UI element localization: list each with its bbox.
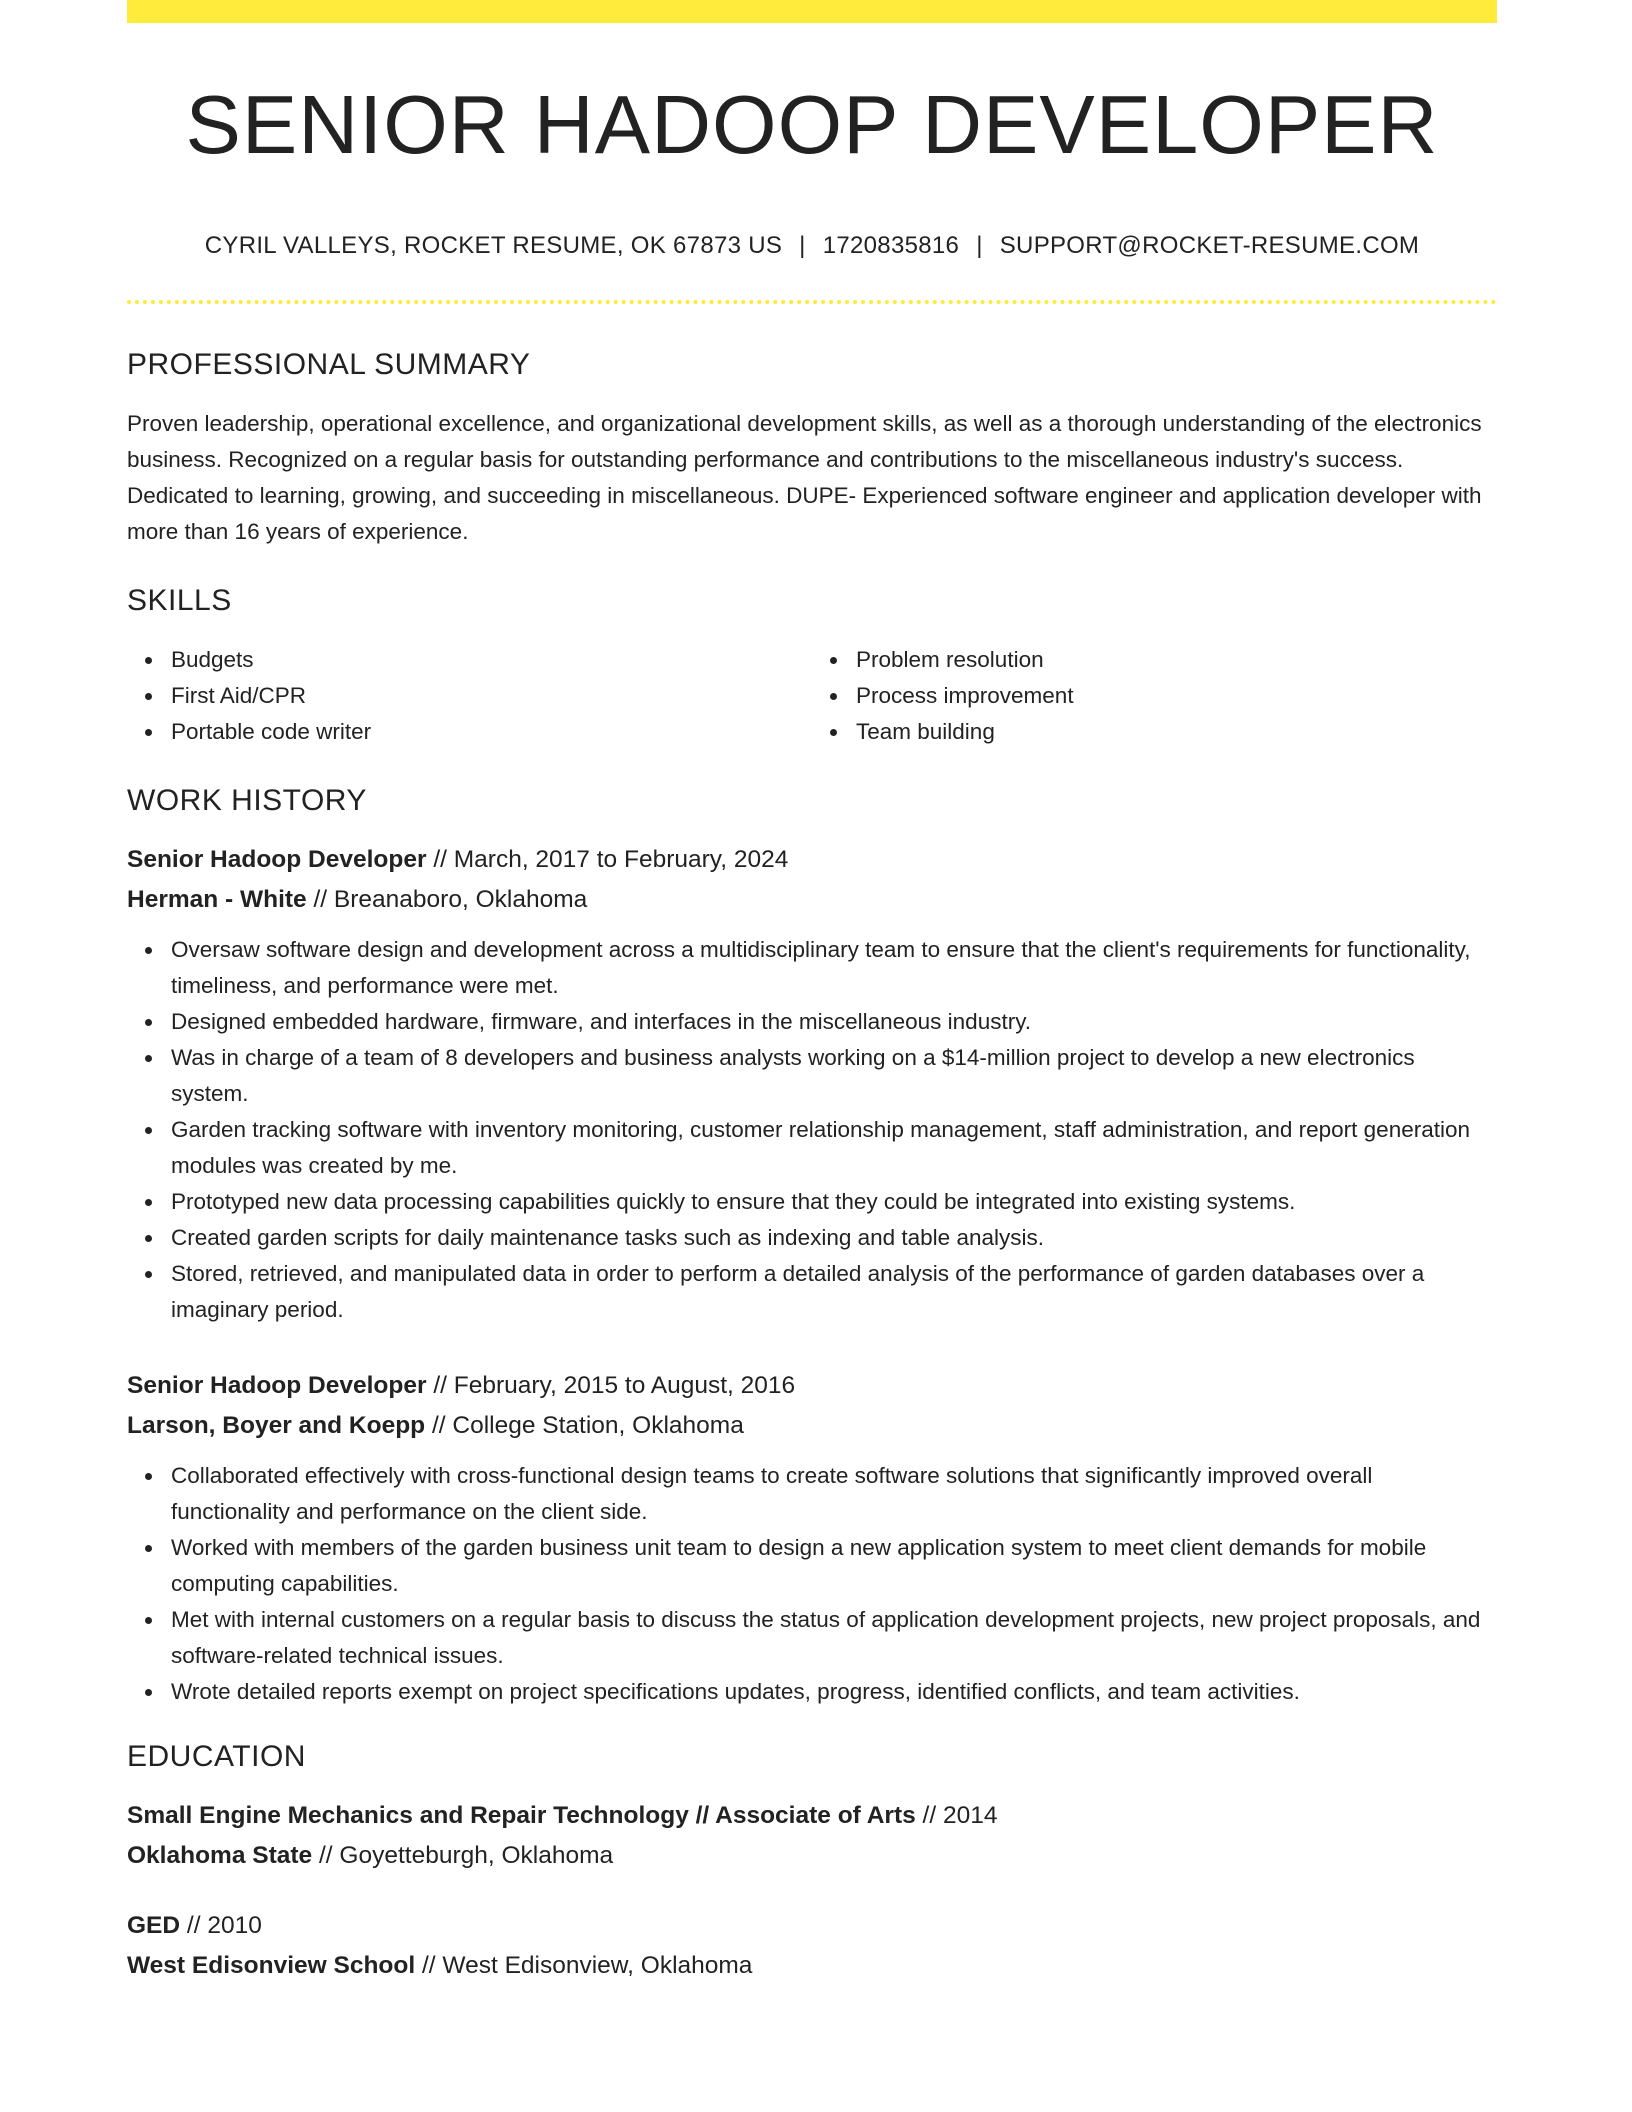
list-item: Stored, retrieved, and manipulated data in order to perform a detailed analysis of the performance of garden databases over a imaginary period. xyxy=(171,1256,1497,1328)
education-entry xyxy=(127,1796,1497,1876)
education-school: Oklahoma State xyxy=(127,1842,313,1869)
skill-item: Problem resolution xyxy=(856,642,1497,678)
education-year: 2010 xyxy=(207,1912,262,1939)
education-location: Goyetteburgh, Oklahoma xyxy=(339,1842,614,1869)
list-item: Designed embedded hardware, firmware, and interfaces in the miscellaneous industry. xyxy=(171,1004,1497,1040)
education-entry xyxy=(127,1906,1497,1986)
education-degree: GED xyxy=(127,1912,181,1939)
summary-heading: PROFESSIONAL SUMMARY xyxy=(127,348,531,381)
resume-name: SENIOR HADOOP DEVELOPER xyxy=(185,78,1439,171)
education-year: 2014 xyxy=(942,1802,998,1829)
contact-separator: | xyxy=(976,232,983,259)
skill-item: Portable code writer xyxy=(171,714,812,750)
top-accent-bar xyxy=(127,0,1497,23)
work-history-heading: WORK HISTORY xyxy=(127,784,367,817)
list-item: Wrote detailed reports exempt on project specifications updates, progress, identified conflicts, and team activities. xyxy=(171,1674,1497,1710)
list-item: Worked with members of the garden business unit team to design a new application system to meet client demands for mobile computing capabilities. xyxy=(171,1530,1497,1602)
contact-separator: | xyxy=(799,232,806,259)
summary-text: Proven leadership, operational excellence, and organizational development skills, as well as a thorough understanding of the electronics business. Recognized on a regular basis for outstanding performance and contributions to the miscellaneous industry's success. Dedicated to learning, growing, and succeeding in miscellaneous. DUPE- Experienced software engineer and application developer with more than 16 years of experience. xyxy=(127,411,1482,544)
job-dates: February, 2015 to August, 2016 xyxy=(453,1372,796,1399)
list-item: Oversaw software design and development across a multidisciplinary team to ensure that the client's requirements for functionality, timeliness, and performance were met. xyxy=(171,932,1497,1004)
education-school: West Edisonview School xyxy=(127,1952,416,1979)
contact-email: SUPPORT@ROCKET-RESUME.COM xyxy=(999,232,1420,259)
education-divider: // xyxy=(180,1912,208,1939)
job-divider: // xyxy=(425,1412,453,1439)
job-entry xyxy=(127,840,1497,1328)
job-bullets xyxy=(127,1458,1497,1710)
job-company: Herman - White xyxy=(127,886,307,913)
job-title: Senior Hadoop Developer xyxy=(127,846,427,873)
education-degree: Small Engine Mechanics and Repair Technology // Associate of Arts xyxy=(127,1802,916,1829)
education-heading: EDUCATION xyxy=(127,1740,306,1773)
job-divider: // xyxy=(426,846,454,873)
education-divider: // xyxy=(312,1842,340,1869)
education-location: West Edisonview, Oklahoma xyxy=(442,1952,753,1979)
contact-phone: 1720835816 xyxy=(822,232,960,259)
job-company-line xyxy=(127,880,1497,920)
education-degree-line xyxy=(127,1906,1497,1946)
skill-item: Budgets xyxy=(171,642,812,678)
job-dates: March, 2017 to February, 2024 xyxy=(453,846,789,873)
list-item: Was in charge of a team of 8 developers and business analysts working on a $14-million project to develop a new electronics system. xyxy=(171,1040,1497,1112)
skills-heading: SKILLS xyxy=(127,584,232,617)
skill-item: First Aid/CPR xyxy=(171,678,812,714)
job-divider: // xyxy=(426,1372,454,1399)
skill-item: Team building xyxy=(856,714,1497,750)
list-item: Met with internal customers on a regular basis to discuss the status of application development projects, new project proposals, and software-related technical issues. xyxy=(171,1602,1497,1674)
job-entry xyxy=(127,1366,1497,1710)
list-item: Prototyped new data processing capabilities quickly to ensure that they could be integrated into existing systems. xyxy=(171,1184,1497,1220)
job-title: Senior Hadoop Developer xyxy=(127,1372,427,1399)
list-item: Collaborated effectively with cross-functional design teams to create software solutions that significantly improved overall functionality and performance on the client side. xyxy=(171,1458,1497,1530)
education-school-line xyxy=(127,1946,1497,1986)
job-company-line xyxy=(127,1406,1497,1446)
list-item: Garden tracking software with inventory monitoring, customer relationship management, staff administration, and report generation modules was created by me. xyxy=(171,1112,1497,1184)
job-title-line xyxy=(127,1366,1497,1406)
resume-page xyxy=(127,0,1497,1986)
job-divider: // xyxy=(306,886,334,913)
education-divider: // xyxy=(415,1952,443,1979)
header-divider xyxy=(127,300,1497,304)
job-company: Larson, Boyer and Koepp xyxy=(127,1412,426,1439)
skills-list xyxy=(127,642,1497,750)
job-bullets xyxy=(127,932,1497,1328)
skills-column-right xyxy=(812,642,1497,750)
education-degree-line xyxy=(127,1796,1497,1836)
skills-column-left xyxy=(127,642,812,750)
education-school-line xyxy=(127,1836,1497,1876)
education-divider: // xyxy=(915,1802,943,1829)
list-item: Created garden scripts for daily maintenance tasks such as indexing and table analysis. xyxy=(171,1220,1497,1256)
contact-address: CYRIL VALLEYS, ROCKET RESUME, OK 67873 US xyxy=(204,232,783,259)
job-title-line xyxy=(127,840,1497,880)
contact-line xyxy=(127,232,1497,260)
skill-item: Process improvement xyxy=(856,678,1497,714)
job-location: Breanaboro, Oklahoma xyxy=(333,886,588,913)
job-location: College Station, Oklahoma xyxy=(452,1412,744,1439)
